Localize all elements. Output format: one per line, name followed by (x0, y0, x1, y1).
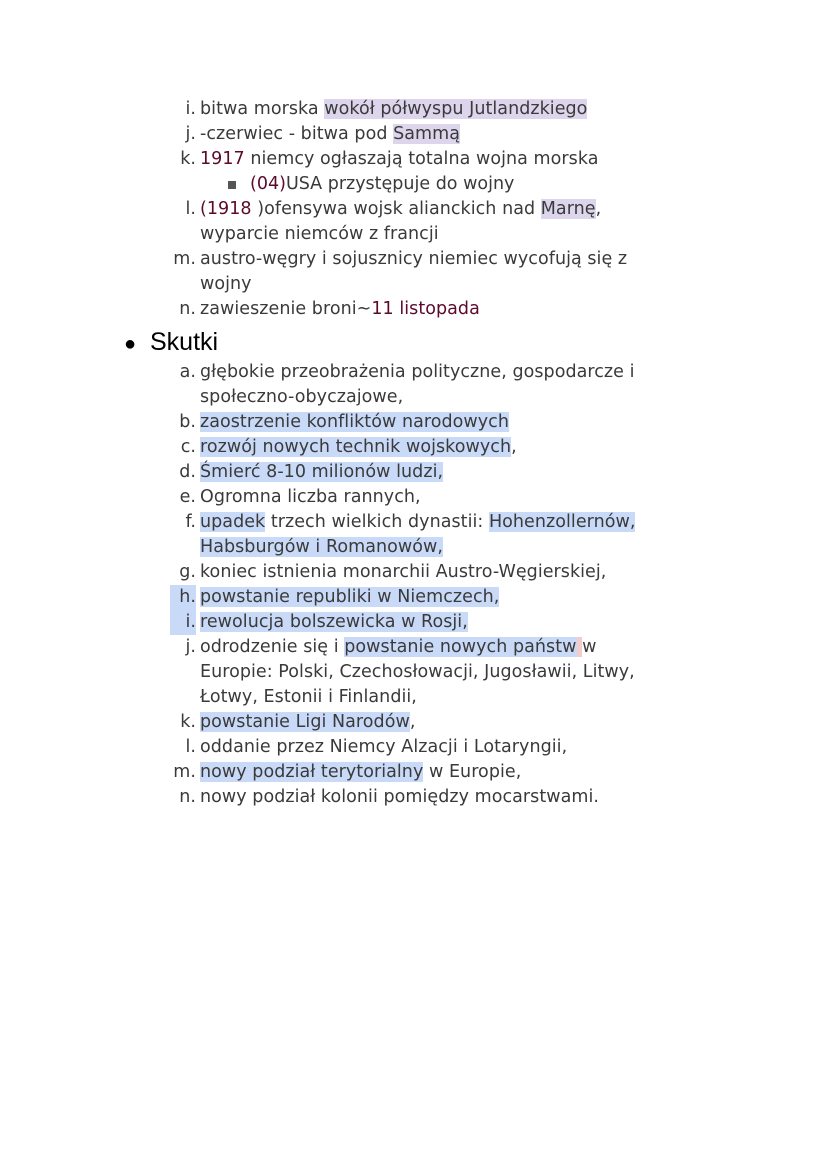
list-marker: b. (179, 412, 196, 432)
list-marker: i. (170, 610, 196, 635)
events-list (0, 97, 828, 322)
text-run: (04) (250, 174, 286, 194)
text-run: powstanie republiki w Niemczech, (200, 587, 500, 607)
text-run: wokół półwyspu Jutlandzkiego (324, 99, 588, 119)
item-line (200, 272, 828, 297)
item-line (200, 585, 828, 610)
list-item (0, 97, 828, 122)
text-run: nowy podział terytorialny (200, 762, 424, 782)
list-marker: d. (179, 462, 196, 482)
list-item (0, 147, 828, 172)
list-marker: j. (185, 637, 196, 657)
text-run: wyparcie niemców z francji (200, 224, 439, 244)
list-item (0, 360, 828, 410)
item-line (200, 635, 828, 660)
text-run: społeczno-obyczajowe, (200, 387, 404, 407)
list-marker: k. (180, 712, 196, 732)
list-marker: m. (173, 249, 196, 269)
heading-bullet: ● (124, 333, 137, 355)
text-run: trzech wielkich dynastii: (265, 512, 489, 532)
list-item (0, 710, 828, 735)
item-line (200, 360, 828, 385)
list-marker: m. (173, 762, 196, 782)
item-line (200, 660, 828, 685)
section-heading (124, 327, 218, 359)
item-line (200, 535, 828, 560)
text-run: Łotwy, Estonii i Finlandii, (200, 687, 417, 707)
list-item (0, 560, 828, 585)
text-run: 11 listopada (371, 299, 480, 319)
text-run: zaostrzenie konfliktów narodowych (200, 412, 509, 432)
item-line (200, 760, 828, 785)
item-line (200, 97, 828, 122)
sub-list-item (0, 172, 828, 197)
text-run: w (582, 637, 597, 657)
item-line (200, 247, 828, 272)
text-run: bitwa morska (200, 99, 325, 119)
square-bullet-icon (228, 181, 236, 189)
item-line (200, 485, 828, 510)
list-item (0, 585, 828, 610)
text-run: wojny (200, 274, 252, 294)
list-item (0, 760, 828, 785)
list-item (0, 635, 828, 710)
text-run: rewolucja bolszewicka w Rosji, (200, 612, 468, 632)
text-run: głębokie przeobrażenia polityczne, gospodarcze i (200, 362, 635, 382)
text-run: )ofensywa wojsk alianckich nad (251, 199, 541, 219)
list-marker: h. (170, 585, 196, 610)
text-run: (1918 (200, 199, 252, 219)
list-item (0, 510, 828, 560)
item-line (200, 710, 828, 735)
text-run: USA przystępuje do wojny (285, 174, 515, 194)
text-run: Ogromna liczba rannych, (200, 487, 421, 507)
text-run: oddanie przez Niemcy Alzacji i Lotaryngii, (200, 737, 568, 757)
list-marker: n. (179, 787, 196, 807)
list-item (0, 460, 828, 485)
item-line (200, 510, 828, 535)
list-item (0, 435, 828, 460)
list-marker: g. (179, 562, 196, 582)
list-item (0, 197, 828, 247)
list-item (0, 735, 828, 760)
list-item (0, 610, 828, 635)
item-line (200, 460, 828, 485)
list-marker: n. (179, 299, 196, 319)
text-run: koniec istnienia monarchii Austro-Węgierskiej, (200, 562, 607, 582)
text-run: w Europie, (423, 762, 522, 782)
list-item (0, 410, 828, 435)
list-item (0, 485, 828, 510)
text-run: austro-węgry i sojusznicy niemiec wycofują się z (200, 249, 628, 269)
text-run: Marnę (540, 199, 596, 219)
item-line (200, 147, 828, 172)
item-line (200, 610, 828, 635)
list-marker: f. (185, 512, 196, 532)
item-line (200, 785, 828, 810)
text-run: Hohenzollernów, (488, 512, 636, 532)
text-run: 1917 (200, 149, 245, 169)
list-marker: l. (185, 199, 196, 219)
text-run: Śmierć 8-10 milionów ludzi, (200, 462, 444, 482)
item-line (200, 222, 828, 247)
list-marker: i. (185, 99, 196, 119)
item-line (200, 735, 828, 760)
list-marker: e. (179, 487, 196, 507)
list-item (0, 297, 828, 322)
text-run: zawieszenie broni~ (200, 299, 372, 319)
text-run: nowy podział kolonii pomiędzy mocarstwami. (200, 787, 600, 807)
text-run: rozwój nowych technik wojskowych (200, 437, 512, 457)
item-line (200, 385, 828, 410)
text-run: -czerwiec - bitwa pod (200, 124, 394, 144)
text-run: powstanie nowych państw (344, 637, 577, 657)
text-run: , (511, 437, 517, 457)
list-item (0, 122, 828, 147)
list-item (0, 785, 828, 810)
text-run: Sammą (393, 124, 461, 144)
list-marker: a. (179, 362, 196, 382)
list-marker: c. (180, 437, 196, 457)
text-run: powstanie Ligi Narodów (200, 712, 410, 732)
text-run: , (409, 712, 416, 732)
list-marker: j. (185, 124, 196, 144)
text-run: upadek (200, 512, 266, 532)
list-item (0, 247, 828, 297)
item-line (200, 197, 828, 222)
list-marker: l. (185, 737, 196, 757)
text-run: niemcy ogłaszają totalna wojna morska (244, 149, 599, 169)
item-line (200, 410, 828, 435)
item-line (200, 297, 828, 322)
text-run: odrodzenie się i (200, 637, 345, 657)
text-run: Europie: Polski, Czechosłowacji, Jugosławii, Litwy, (200, 662, 635, 682)
heading-title: Skutki (150, 328, 219, 356)
list-marker: k. (180, 149, 196, 169)
item-line (200, 560, 828, 585)
text-run: , (595, 199, 602, 219)
item-line (200, 122, 828, 147)
item-line (200, 685, 828, 710)
item-line (200, 435, 828, 460)
text-run: Habsburgów i Romanowów, (200, 537, 444, 557)
consequences-list (0, 360, 828, 810)
